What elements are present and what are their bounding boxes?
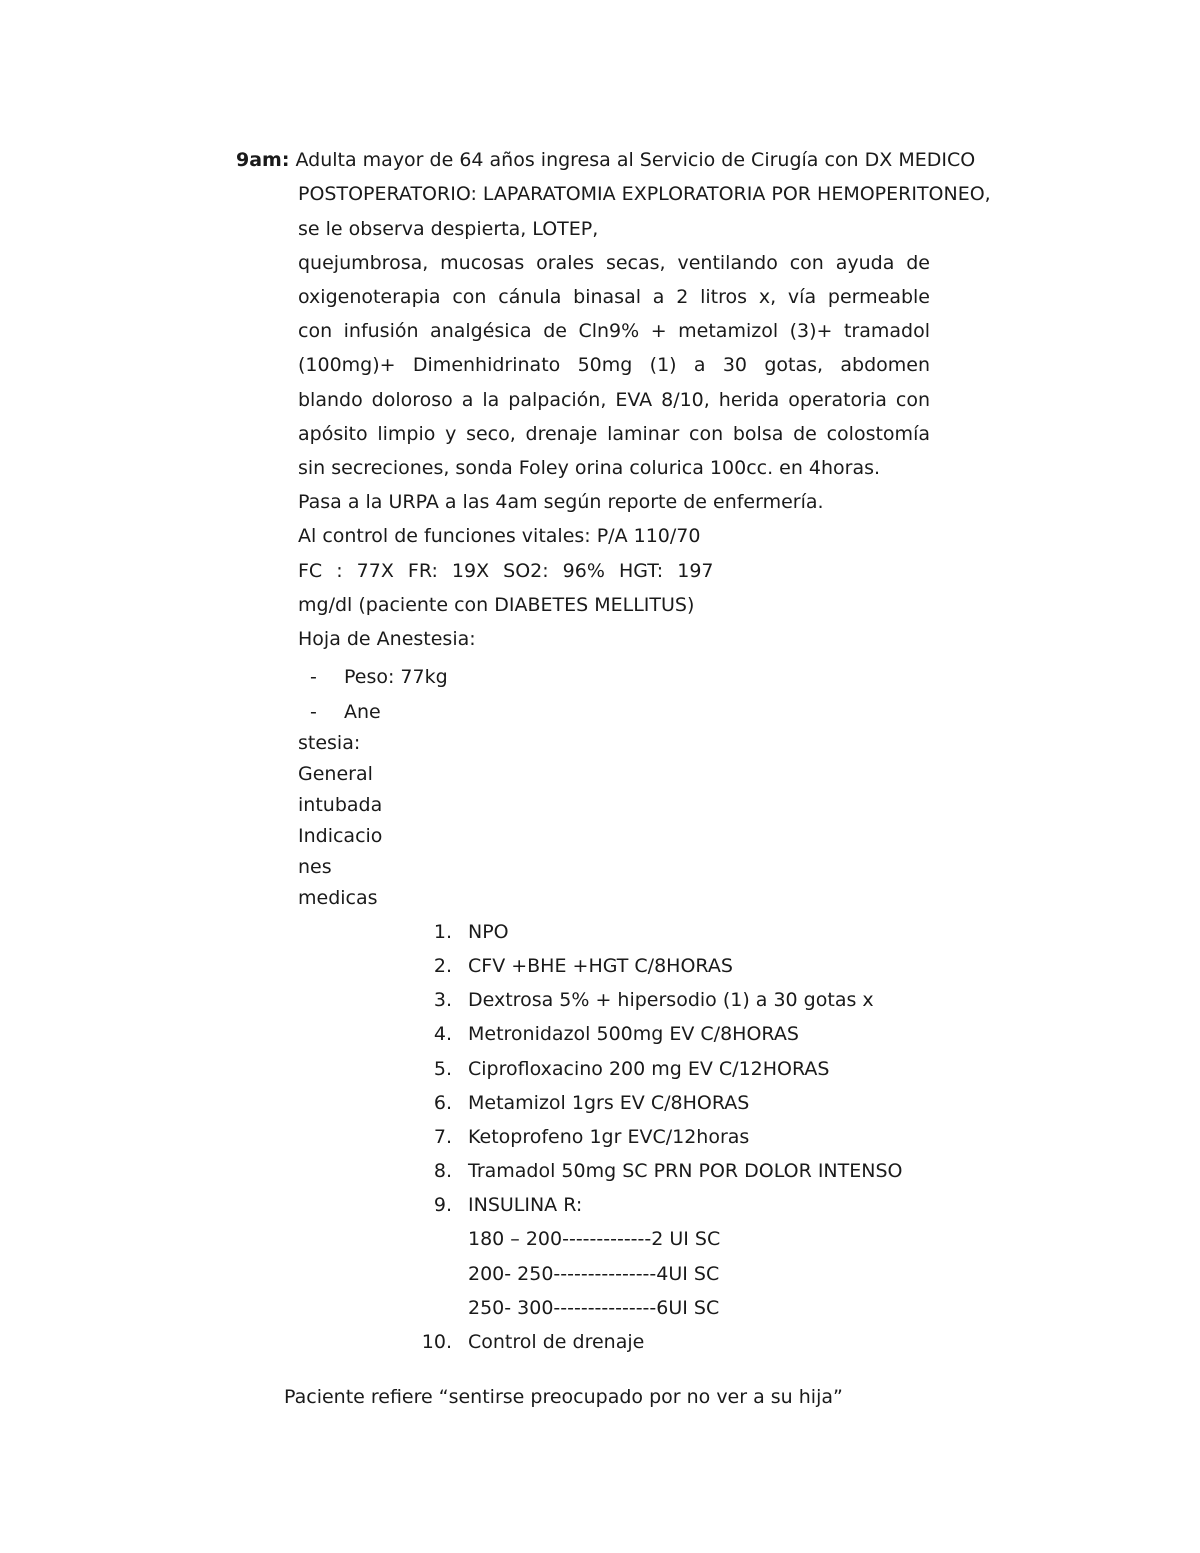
insulin-scale-row: 200- 250---------------4UI SC [468, 1263, 720, 1285]
anesthesia-type-line: intubada [298, 794, 383, 816]
bullet-dash: - [310, 701, 317, 723]
time-label: 9am: [236, 149, 290, 171]
anesthesia-heading: Hoja de Anestesia: [298, 628, 476, 650]
order-item: Tramadol 50mg SC PRN POR DOLOR INTENSO [468, 1160, 903, 1182]
narrative-line-2: oxigenoterapia con cánula binasal a 2 litros x, vía permeable [298, 286, 930, 308]
indications-line: medicas [298, 887, 378, 909]
order-item: INSULINA R: [468, 1194, 583, 1216]
anesthesia-type-line: stesia: [298, 732, 361, 754]
vitals-line-3: mg/dl (paciente con DIABETES MELLITUS) [298, 594, 695, 616]
order-number: 10. [421, 1331, 452, 1353]
vitals-line-1: Al control de funciones vitales: P/A 110/70 [298, 525, 701, 547]
order-item: CFV +BHE +HGT C/8HORAS [468, 955, 733, 977]
order-item: Metronidazol 500mg EV C/8HORAS [468, 1023, 799, 1045]
insulin-scale-row: 250- 300---------------6UI SC [468, 1297, 720, 1319]
order-item: Control de drenaje [468, 1331, 645, 1353]
order-item: Dextrosa 5% + hipersodio (1) a 30 gotas x [468, 989, 874, 1011]
intro-line-2: POSTOPERATORIO: LAPARATOMIA EXPLORATORIA POR HEMOPERITONEO, [298, 183, 991, 205]
order-number: 4. [433, 1023, 452, 1045]
order-item: Ciprofloxacino 200 mg EV C/12HORAS [468, 1058, 830, 1080]
anesthesia-type-line: General [298, 763, 373, 785]
order-number: 2. [433, 955, 452, 977]
order-number: 6. [433, 1092, 452, 1114]
closing-statement: Paciente refiere “sentirse preocupado por no ver a su hija” [284, 1386, 843, 1408]
indications-line: Indicacio [298, 825, 383, 847]
insulin-scale-row: 180 – 200-------------2 UI SC [468, 1228, 721, 1250]
order-item: NPO [468, 921, 509, 943]
order-number: 7. [433, 1126, 452, 1148]
order-item: Metamizol 1grs EV C/8HORAS [468, 1092, 750, 1114]
narrative-line-5: blando doloroso a la palpación, EVA 8/10, herida operatoria con [298, 389, 930, 411]
narrative-line-7: sin secreciones, sonda Foley orina colurica 100cc. en 4horas. [298, 457, 881, 479]
anesthesia-weight: Peso: 77kg [344, 666, 448, 688]
intro-first-line: Adulta mayor de 64 años ingresa al Servicio de Cirugía con DX MEDICO [295, 149, 976, 171]
vitals-line-2: FC : 77X FR: 19X SO2: 96% HGT: 197 [298, 560, 714, 582]
narrative-line-6: apósito limpio y seco, drenaje laminar con bolsa de colostomía [298, 423, 930, 445]
intro-line-3: se le observa despierta, LOTEP, [298, 218, 599, 240]
indications-line: nes [298, 856, 332, 878]
order-number: 1. [433, 921, 452, 943]
order-number: 8. [433, 1160, 452, 1182]
order-item: Ketoprofeno 1gr EVC/12horas [468, 1126, 750, 1148]
order-number: 3. [433, 989, 452, 1011]
narrative-line-1: quejumbrosa, mucosas orales secas, ventilando con ayuda de [298, 252, 930, 274]
anesthesia-type-first: Ane [344, 701, 381, 723]
intro-line [236, 148, 975, 172]
urpa-line: Pasa a la URPA a las 4am según reporte de enfermería. [298, 491, 824, 513]
bullet-dash: - [310, 666, 317, 688]
narrative-line-3: con infusión analgésica de Cln9% + metamizol (3)+ tramadol [298, 320, 930, 342]
order-number: 5. [433, 1058, 452, 1080]
order-number: 9. [433, 1194, 452, 1216]
narrative-line-4: (100mg)+ Dimenhidrinato 50mg (1) a 30 gotas, abdomen [298, 354, 930, 376]
